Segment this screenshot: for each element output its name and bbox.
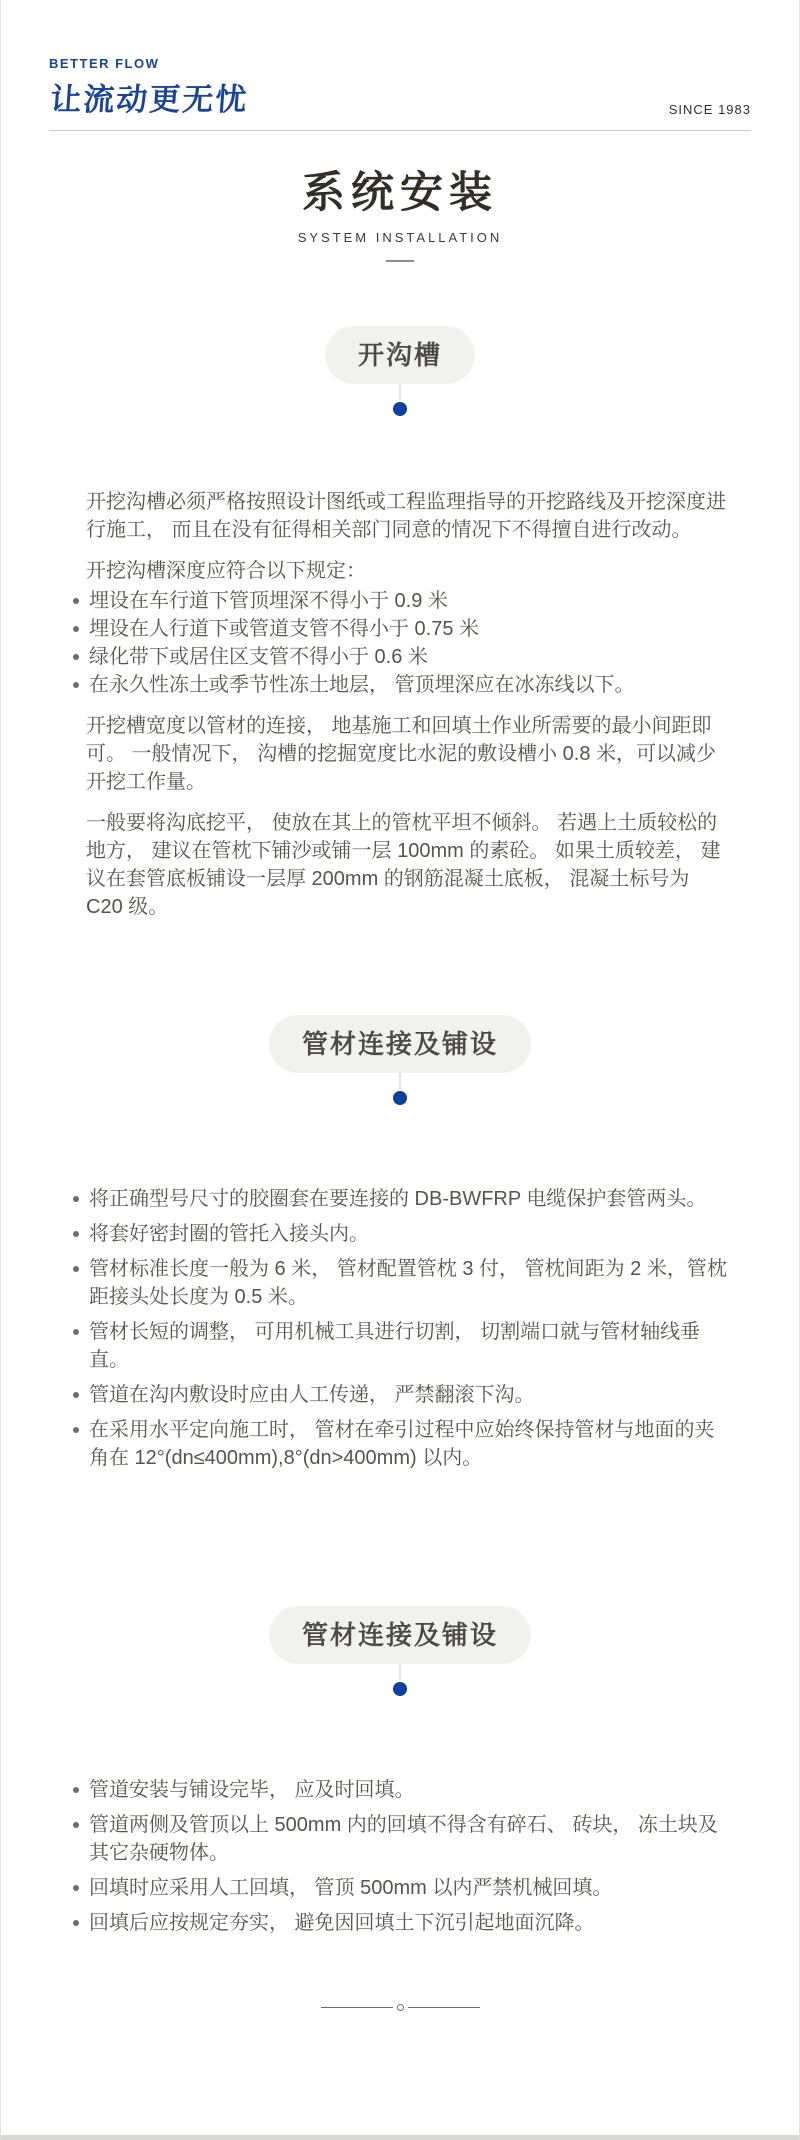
section-1-badge: 开沟槽 (325, 326, 475, 384)
footer (1, 1995, 799, 2093)
title-block (1, 167, 799, 262)
list-item: 埋设在人行道下或管道支管不得小于 0.75 米 (71, 615, 729, 643)
section-2-connector-line (399, 1073, 401, 1090)
brand-tagline: BETTER FLOW (49, 56, 160, 71)
list-item: 在采用水平定向施工时， 管材在牵引过程中应始终保持管材与地面的夹角在 12°(dn≤400mm),8°(dn>400mm) 以内。 (71, 1416, 729, 1472)
section-2-badge-wrap (1, 1015, 799, 1105)
section-1-connector-line (399, 384, 401, 401)
brand-logo (49, 56, 250, 119)
paragraph: 一般要将沟底挖平， 使放在其上的管枕平坦不倾斜。 若遇上土质较松的地方， 建议在管枕下铺沙或铺一层 100mm 的素砼。 如果土质较差， 建议在套管底板铺设一层厚 200mm 的钢筋混凝土底板， 混凝土标号为 C20 级。 (86, 811, 721, 918)
section-3-badge-wrap (1, 1606, 799, 1696)
section-3-timeline-dot-icon (393, 1682, 407, 1696)
paragraph: 开挖沟槽必须严格按照设计图纸或工程监理指导的开挖路线及开挖深度进行施工， 而且在没有征得相关部门同意的情况下不得擅自进行改动。 (86, 490, 726, 541)
list-item: 管材标准长度一般为 6 米， 管材配置管枕 3 付， 管枕间距为 2 米，管枕距接头处长度为 0.5 米。 (71, 1255, 729, 1311)
list-item: 绿化带下或居住区支管不得小于 0.6 米 (71, 643, 729, 671)
section-2-timeline-dot-icon (393, 1091, 407, 1105)
section-3-connector-line (399, 1664, 401, 1681)
list-item: 埋设在车行道下管顶埋深不得小于 0.9 米 (71, 587, 729, 615)
list-item: 管道两侧及管顶以上 500mm 内的回填不得含有碎石、 砖块， 冻土块及其它杂硬物体。 (71, 1811, 729, 1867)
section-3-body (1, 1776, 799, 1937)
list-item: 在永久性冻土或季节性冻土地层， 管顶埋深应在冰冻线以下。 (71, 671, 729, 699)
list-item: 管材长短的调整， 可用机械工具进行切割， 切割端口就与管材轴线垂直。 (71, 1318, 729, 1374)
section-1-body (1, 488, 799, 921)
list-item: 将套好密封圈的管托入接头内。 (71, 1220, 729, 1248)
paragraph: 开挖槽宽度以管材的连接， 地基施工和回填土作业所需要的最小间距即可。 一般情况下， 沟槽的挖掘宽度比水泥的敷设槽小 0.8 米，可以减少开挖工作量。 (86, 714, 717, 793)
brand-logo-text: 让流动更无忧 (49, 82, 250, 117)
header (1, 0, 799, 119)
bullet-list (71, 587, 729, 699)
list-item: 回填时应采用人工回填， 管顶 500mm 以内严禁机械回填。 (71, 1874, 729, 1902)
page-subtitle: SYSTEM INSTALLATION (297, 229, 503, 245)
section-3-badge: 管材连接及铺设 (269, 1606, 531, 1664)
list-item: 管道安装与铺设完毕， 应及时回填。 (71, 1776, 729, 1804)
bullet-list (71, 1776, 729, 1937)
paragraph-lead: 开挖沟槽深度应符合以下规定： (86, 559, 366, 582)
list-item: 回填后应按规定夯实， 避免因回填土下沉引起地面沉降。 (71, 1909, 729, 1937)
section-1-timeline-dot-icon (393, 402, 407, 416)
bullet-list (71, 1185, 729, 1472)
header-divider (49, 130, 751, 131)
since-label: SINCE 1983 (668, 102, 751, 117)
list-item: 管道在沟内敷设时应由人工传递， 严禁翻滚下沟。 (71, 1381, 729, 1409)
section-2-badge: 管材连接及铺设 (269, 1015, 531, 1073)
title-divider (386, 260, 414, 262)
section-2-body (1, 1185, 799, 1472)
page-title: 系统安装 (302, 169, 498, 217)
list-item: 将正确型号尺寸的胶圈套在要连接的 DB-BWFRP 电缆保护套管两头。 (71, 1185, 729, 1213)
section-1-badge-wrap (1, 326, 799, 416)
footer-divider-icon (321, 2004, 480, 2011)
